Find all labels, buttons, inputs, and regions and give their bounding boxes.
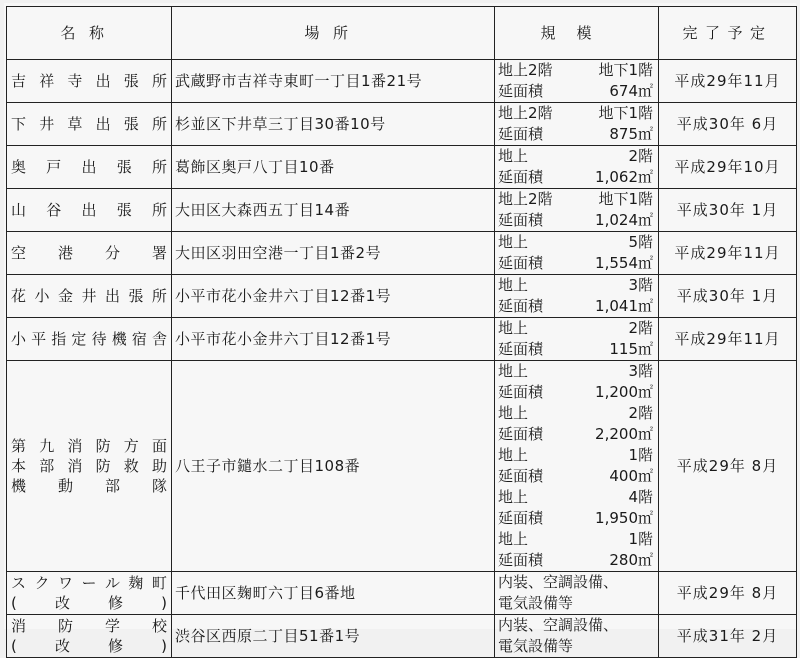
name-char: 動 xyxy=(57,477,74,495)
scale-value: 2階 xyxy=(628,319,653,337)
name-char: 空 xyxy=(11,243,28,262)
scale-line xyxy=(498,382,655,403)
name-char: 助 xyxy=(151,457,168,475)
name-char: 張 xyxy=(123,71,140,90)
scale-label: 地上2階 xyxy=(498,61,553,79)
name-char: 九 xyxy=(39,437,56,455)
scale-value: 280㎡ xyxy=(609,551,653,569)
header-row xyxy=(7,7,797,60)
scale-value: 5階 xyxy=(628,233,653,251)
scale-line xyxy=(498,232,655,253)
scale-value: 地下1階 xyxy=(598,61,653,79)
name-char: 消 xyxy=(67,437,84,455)
facility-name-line xyxy=(11,286,171,307)
scale-value: 1階 xyxy=(628,446,653,464)
facility-name-lines xyxy=(11,616,171,656)
name-char: ス xyxy=(11,574,28,592)
name-char: 方 xyxy=(123,437,140,455)
scale-label: 地上 xyxy=(498,319,529,337)
name-char: 所 xyxy=(151,157,168,176)
name-char: 出 xyxy=(104,286,121,305)
scale-label: 地上 xyxy=(498,362,529,380)
scale-value: 1,041㎡ xyxy=(595,297,653,315)
facility-name-line xyxy=(11,616,171,636)
name-char: ( xyxy=(11,637,18,655)
name-char: 第 xyxy=(11,437,28,455)
facility-name-lines xyxy=(11,573,171,613)
scale-line xyxy=(498,253,655,274)
location: 葛飾区奥戸八丁目10番 xyxy=(172,146,495,189)
name-char: 機 xyxy=(11,477,28,495)
building-scale xyxy=(495,572,659,615)
name-char: 出 xyxy=(81,157,98,176)
table-row xyxy=(7,232,797,275)
location: 小平市花小金井六丁目12番1号 xyxy=(172,318,495,361)
scale-value: 地下1階 xyxy=(598,104,653,122)
name-char: 部 xyxy=(104,477,121,495)
location: 小平市花小金井六丁目12番1号 xyxy=(172,275,495,318)
scale-line xyxy=(498,318,655,339)
name-char: 消 xyxy=(67,457,84,475)
facility-name-line xyxy=(11,456,171,476)
name-char: 港 xyxy=(57,243,74,262)
scale-line xyxy=(498,60,655,81)
name-char: 待 xyxy=(91,329,108,348)
table-row xyxy=(7,361,797,572)
name-char: 改 xyxy=(54,594,71,612)
scale-line xyxy=(498,189,655,210)
scale-value: 2階 xyxy=(628,404,653,422)
facility-name-line xyxy=(11,476,171,496)
name-char: 麹 xyxy=(128,574,145,592)
name-char: 修 xyxy=(108,637,125,655)
scale-line xyxy=(498,296,655,317)
scale-line xyxy=(498,210,655,231)
scale-label: 延面積 xyxy=(498,340,544,358)
name-char: ワ xyxy=(57,574,74,592)
completion-date: 平成30年 6月 xyxy=(659,103,797,146)
table-row xyxy=(7,572,797,615)
scale-line xyxy=(498,167,655,188)
completion-date: 平成31年 2月 xyxy=(659,615,797,658)
name-char: 校 xyxy=(151,617,168,635)
header-name: 名称 xyxy=(7,7,172,60)
name-char: 出 xyxy=(95,114,112,133)
scale-line xyxy=(498,529,655,550)
location: 八王子市鑓水二丁目108番 xyxy=(172,361,495,572)
scale-line xyxy=(498,275,655,296)
name-char: 本 xyxy=(11,457,28,475)
name-char: 救 xyxy=(123,457,140,475)
scale-label: 延面積 xyxy=(498,467,544,485)
scale-line xyxy=(498,103,655,124)
name-char: 下 xyxy=(11,114,28,133)
facility-name xyxy=(7,275,172,318)
name-char: 部 xyxy=(39,457,56,475)
facility-name-line xyxy=(11,157,171,178)
scale-line xyxy=(498,445,655,466)
facility-name xyxy=(7,232,172,275)
name-char: 指 xyxy=(51,329,68,348)
scale-label: 延面積 xyxy=(498,254,544,272)
scale-value: 1階 xyxy=(628,530,653,548)
name-char: 小 xyxy=(34,286,51,305)
table-row xyxy=(7,146,797,189)
facility-name-line xyxy=(11,593,171,613)
completion-date: 平成29年10月 xyxy=(659,146,797,189)
scale-label: 地上 xyxy=(498,446,529,464)
scale-value: 115㎡ xyxy=(609,340,653,358)
facility-name xyxy=(7,146,172,189)
scale-line xyxy=(498,508,655,529)
scale-line xyxy=(498,487,655,508)
facility-name-line xyxy=(11,243,171,264)
name-char: ( xyxy=(11,594,18,612)
name-char: 寺 xyxy=(67,71,84,90)
scale-label: 延面積 xyxy=(498,425,544,443)
completion-date: 平成30年 1月 xyxy=(659,275,797,318)
scale-text: 内装、空調設備、 xyxy=(498,616,619,634)
name-char: ) xyxy=(161,637,168,655)
facility-name-line xyxy=(11,71,171,92)
completion-date: 平成29年11月 xyxy=(659,60,797,103)
name-char: 隊 xyxy=(151,477,168,495)
name-char: 張 xyxy=(128,286,145,305)
facility-name-line xyxy=(11,636,171,656)
header-done: 完了予定 xyxy=(659,7,797,60)
scale-line xyxy=(498,466,655,487)
fire-station-construction-table xyxy=(6,6,797,658)
name-char: 出 xyxy=(81,200,98,219)
name-char: 消 xyxy=(11,617,28,635)
name-char: 分 xyxy=(104,243,121,262)
name-char: 奥 xyxy=(11,157,28,176)
scale-label: 地上 xyxy=(498,276,529,294)
scale-value: 1,024㎡ xyxy=(595,211,653,229)
completion-date: 平成30年 1月 xyxy=(659,189,797,232)
scale-value: 1,950㎡ xyxy=(595,509,653,527)
scale-line xyxy=(498,146,655,167)
name-char: ク xyxy=(34,574,51,592)
building-scale xyxy=(495,189,659,232)
table-row xyxy=(7,60,797,103)
table-row xyxy=(7,275,797,318)
scale-text: 電気設備等 xyxy=(498,637,574,655)
name-char: 井 xyxy=(81,286,98,305)
completion-date: 平成29年 8月 xyxy=(659,572,797,615)
name-char: 宿 xyxy=(131,329,148,348)
facility-name xyxy=(7,361,172,572)
scale-label: 延面積 xyxy=(498,509,544,527)
scale-label: 延面積 xyxy=(498,383,544,401)
document-page xyxy=(4,3,796,655)
name-char: 金 xyxy=(57,286,74,305)
name-char: 花 xyxy=(11,286,28,305)
name-char: 張 xyxy=(116,157,133,176)
facility-name xyxy=(7,103,172,146)
header-scale: 規模 xyxy=(495,7,659,60)
location: 武蔵野市吉祥寺東町一丁目1番21号 xyxy=(172,60,495,103)
facility-name-line xyxy=(11,329,171,350)
scale-line xyxy=(498,124,655,145)
scale-value: 4階 xyxy=(628,488,653,506)
name-char: 修 xyxy=(108,594,125,612)
name-char: 草 xyxy=(67,114,84,133)
table-row xyxy=(7,189,797,232)
name-char: 防 xyxy=(57,617,74,635)
scale-value: 1,200㎡ xyxy=(595,383,653,401)
facility-name xyxy=(7,615,172,658)
building-scale xyxy=(495,60,659,103)
scale-label: 延面積 xyxy=(498,82,544,100)
name-char: ー xyxy=(81,574,98,592)
name-char: 面 xyxy=(151,437,168,455)
name-char: 張 xyxy=(123,114,140,133)
scale-value: 2,200㎡ xyxy=(595,425,653,443)
name-char: 改 xyxy=(54,637,71,655)
table-row xyxy=(7,318,797,361)
facility-name-line xyxy=(11,573,171,593)
name-char: 所 xyxy=(151,71,168,90)
scale-line xyxy=(498,81,655,102)
scale-text: 電気設備等 xyxy=(498,594,574,612)
scale-label: 地上2階 xyxy=(498,190,553,208)
facility-name xyxy=(7,318,172,361)
name-char: 出 xyxy=(95,71,112,90)
scale-label: 延面積 xyxy=(498,211,544,229)
facility-name xyxy=(7,60,172,103)
scale-value: 地下1階 xyxy=(598,190,653,208)
building-scale xyxy=(495,615,659,658)
location: 渋谷区西原二丁目51番1号 xyxy=(172,615,495,658)
facility-name xyxy=(7,572,172,615)
scale-label: 延面積 xyxy=(498,125,544,143)
scale-line xyxy=(498,339,655,360)
name-char: 機 xyxy=(111,329,128,348)
name-char: 所 xyxy=(151,286,168,305)
completion-date: 平成29年 8月 xyxy=(659,361,797,572)
scale-line xyxy=(498,361,655,382)
scale-line xyxy=(498,550,655,571)
name-char: 山 xyxy=(11,200,28,219)
scale-label: 地上 xyxy=(498,404,529,422)
facility-name-line xyxy=(11,114,171,135)
name-char: 張 xyxy=(116,200,133,219)
name-char: 戸 xyxy=(46,157,63,176)
name-char: 小 xyxy=(11,329,28,348)
name-char: 舎 xyxy=(151,329,168,348)
scale-value: 1,554㎡ xyxy=(595,254,653,272)
name-char: ) xyxy=(161,594,168,612)
scale-value: 2階 xyxy=(628,147,653,165)
scale-label: 地上2階 xyxy=(498,104,553,122)
facility-name xyxy=(7,189,172,232)
table-row xyxy=(7,615,797,658)
completion-date: 平成29年11月 xyxy=(659,318,797,361)
scale-value: 875㎡ xyxy=(609,125,653,143)
scale-label: 延面積 xyxy=(498,551,544,569)
location: 大田区大森西五丁目14番 xyxy=(172,189,495,232)
scale-line xyxy=(498,403,655,424)
name-char: 所 xyxy=(151,114,168,133)
facility-name-line xyxy=(11,436,171,456)
name-char: 井 xyxy=(39,114,56,133)
scale-label: 地上 xyxy=(498,488,529,506)
name-char: 平 xyxy=(31,329,48,348)
completion-date: 平成29年11月 xyxy=(659,232,797,275)
building-scale xyxy=(495,318,659,361)
name-char: 定 xyxy=(71,329,88,348)
name-char: 署 xyxy=(151,243,168,262)
scale-line xyxy=(498,424,655,445)
scale-text: 内装、空調設備、 xyxy=(498,573,619,591)
scale-label: 延面積 xyxy=(498,297,544,315)
facility-name-lines xyxy=(11,436,171,496)
building-scale xyxy=(495,232,659,275)
name-char: 防 xyxy=(95,457,112,475)
name-char: 町 xyxy=(151,574,168,592)
header-place: 場所 xyxy=(172,7,495,60)
location: 千代田区麹町六丁目6番地 xyxy=(172,572,495,615)
scale-value: 400㎡ xyxy=(609,467,653,485)
location: 杉並区下井草三丁目30番10号 xyxy=(172,103,495,146)
scale-value: 1,062㎡ xyxy=(595,168,653,186)
facility-name-line xyxy=(11,200,171,221)
scale-value: 3階 xyxy=(628,276,653,294)
location: 大田区羽田空港一丁目1番2号 xyxy=(172,232,495,275)
name-char: 谷 xyxy=(46,200,63,219)
name-char: ル xyxy=(104,574,121,592)
building-scale xyxy=(495,103,659,146)
name-char: 学 xyxy=(104,617,121,635)
name-char: 祥 xyxy=(39,71,56,90)
name-char: 吉 xyxy=(11,71,28,90)
building-scale xyxy=(495,146,659,189)
scale-label: 延面積 xyxy=(498,168,544,186)
building-scale xyxy=(495,275,659,318)
building-scale xyxy=(495,361,659,572)
scale-label: 地上 xyxy=(498,147,529,165)
scale-label: 地上 xyxy=(498,233,529,251)
scale-value: 674㎡ xyxy=(609,82,653,100)
scale-label: 地上 xyxy=(498,530,529,548)
name-char: 所 xyxy=(151,200,168,219)
name-char: 防 xyxy=(95,437,112,455)
scale-value: 3階 xyxy=(628,362,653,380)
table-row xyxy=(7,103,797,146)
